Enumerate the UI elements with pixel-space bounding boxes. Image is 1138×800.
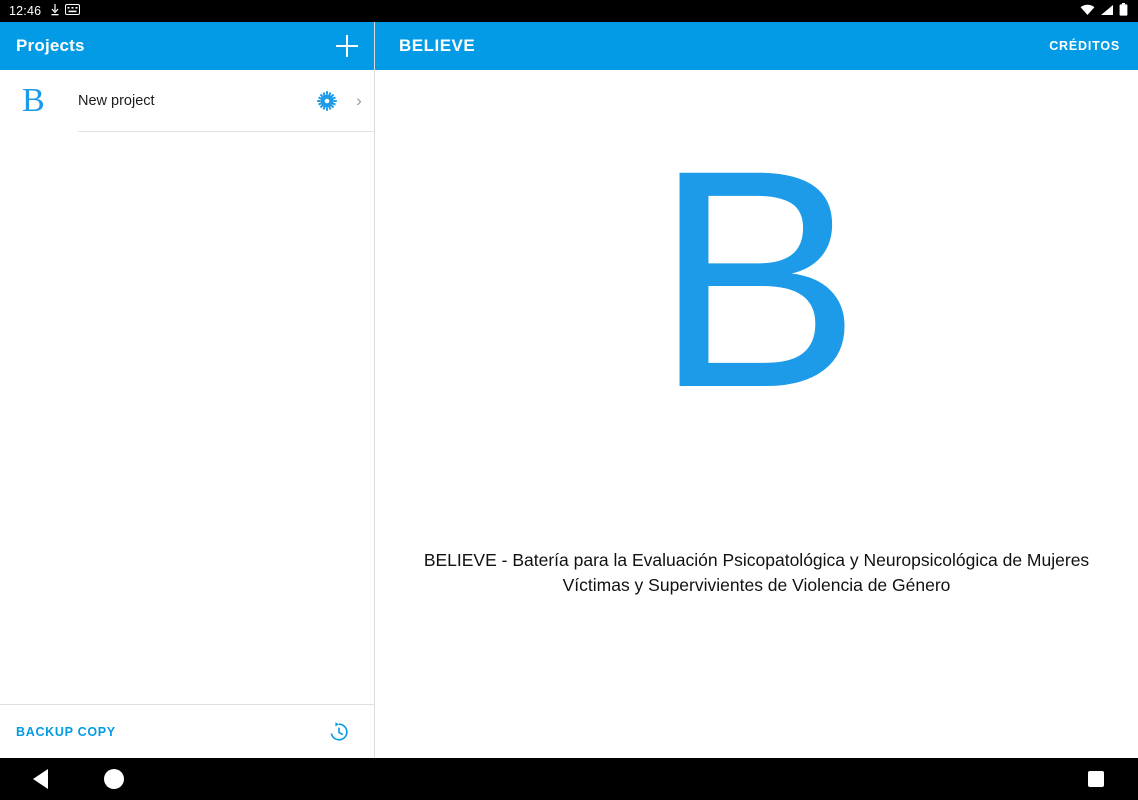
projects-appbar bbox=[0, 22, 374, 70]
status-clock: 12:46 bbox=[9, 4, 42, 18]
backup-copy-button[interactable]: BACKUP COPY bbox=[16, 724, 116, 739]
app-logo: B bbox=[654, 105, 859, 452]
square-recents-icon[interactable] bbox=[1088, 771, 1104, 787]
keyboard-icon bbox=[65, 4, 80, 18]
projects-footer bbox=[0, 704, 374, 758]
android-status-bar bbox=[0, 0, 1138, 22]
app-content bbox=[0, 22, 1138, 758]
cell-signal-icon bbox=[1100, 4, 1114, 19]
circle-home-icon[interactable] bbox=[104, 769, 124, 789]
list-divider bbox=[78, 131, 374, 132]
credits-button[interactable]: CRÉDITOS bbox=[1049, 39, 1120, 53]
gear-icon[interactable] bbox=[310, 84, 344, 118]
status-right-icons bbox=[1080, 3, 1128, 19]
status-left-icons bbox=[51, 4, 80, 19]
battery-icon bbox=[1119, 3, 1128, 19]
app-description: BELIEVE - Batería para la Evaluación Psicopatológica y Neuropsicológica de Mujeres Víctimas y Supervivientes de Violencia de Género bbox=[423, 550, 1090, 596]
page-title: BELIEVE bbox=[399, 36, 476, 55]
splash-area bbox=[375, 70, 1138, 758]
detail-pane bbox=[375, 22, 1138, 758]
list-item[interactable] bbox=[0, 70, 374, 132]
project-initial-avatar: B bbox=[22, 82, 45, 119]
android-nav-bar bbox=[0, 758, 1138, 800]
wifi-icon bbox=[1080, 4, 1095, 19]
download-icon bbox=[51, 4, 59, 19]
detail-appbar bbox=[375, 22, 1138, 70]
project-name: New project bbox=[78, 93, 155, 109]
projects-pane bbox=[0, 22, 375, 758]
add-project-button[interactable] bbox=[334, 33, 360, 59]
project-list bbox=[0, 70, 374, 704]
chevron-right-icon[interactable]: › bbox=[356, 91, 362, 110]
triangle-back-icon[interactable] bbox=[33, 769, 48, 789]
projects-title: Projects bbox=[16, 36, 85, 55]
history-clock-icon[interactable] bbox=[324, 717, 354, 747]
